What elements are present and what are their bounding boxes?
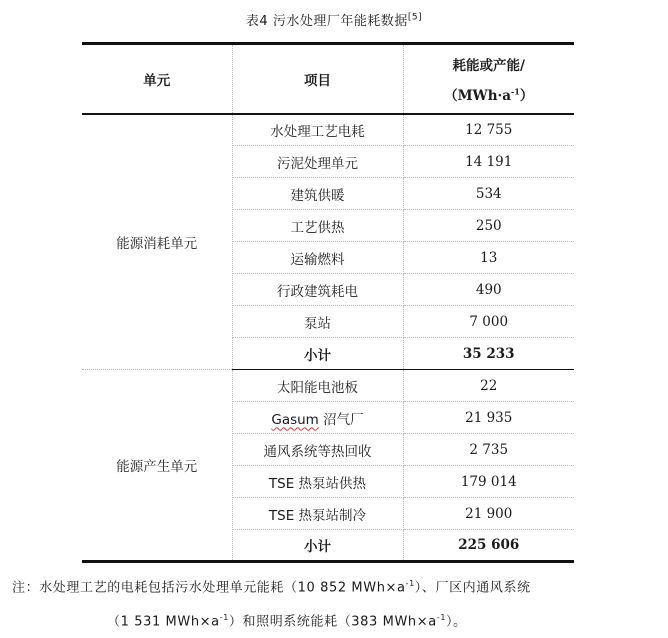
row-value: 179 014: [403, 466, 574, 498]
subtotal-value: 225 606: [403, 530, 574, 562]
note-exponent: -1: [405, 579, 415, 588]
row-item: 建筑供暖: [232, 178, 403, 210]
table-row: [82, 114, 574, 146]
header-unit: 单元: [82, 44, 232, 114]
row-value: 22: [403, 370, 574, 402]
caption-text: 表4 污水处理厂年能耗数据: [245, 14, 408, 29]
table-note: [12, 569, 660, 638]
row-item: 太阳能电池板: [232, 370, 403, 402]
header-value-label: 耗能或产能/: [452, 57, 525, 74]
header-value: [403, 44, 574, 114]
unit-prefix: （MWh·a: [444, 87, 511, 104]
row-item: [232, 402, 403, 434]
row-value: 250: [403, 210, 574, 242]
row-item: 污泥处理单元: [232, 146, 403, 178]
unit-suffix: ）: [519, 87, 534, 104]
row-value: 13: [403, 242, 574, 274]
unit-exponent: -1: [510, 86, 520, 97]
row-item: 泵站: [232, 306, 403, 338]
row-item: TSE 热泵站供热: [232, 466, 403, 498]
row-item: 工艺供热: [232, 210, 403, 242]
gasum-name: Gasum: [271, 411, 319, 428]
row-value: 534: [403, 178, 574, 210]
row-item: 水处理工艺电耗: [232, 114, 403, 146]
row-item: 运输燃料: [232, 242, 403, 274]
header-row: [82, 44, 574, 114]
caption-reference: [5]: [407, 12, 423, 23]
note-part: （1 531 MWh×a: [107, 614, 220, 630]
energy-table: [82, 42, 574, 563]
row-value: 490: [403, 274, 574, 306]
row-value: 14 191: [403, 146, 574, 178]
subtotal-value: 35 233: [403, 338, 574, 370]
note-line-2: [12, 603, 660, 637]
row-value: 7 000: [403, 306, 574, 338]
row-value: 21 900: [403, 498, 574, 530]
row-value: 12 755: [403, 114, 574, 146]
subtotal-label: 小计: [232, 338, 403, 370]
table-caption: [0, 10, 668, 29]
table-row: [82, 370, 574, 402]
gasum-suffix: 沼气厂: [318, 411, 364, 428]
note-part: 注：水处理工艺的电耗包括污水处理单元能耗（10 852 MWh×a: [12, 580, 406, 596]
group-label-production: 能源产生单元: [82, 370, 232, 562]
note-exponent: -1: [436, 613, 447, 623]
row-item: 行政建筑耗电: [232, 274, 403, 306]
row-item: TSE 热泵站制冷: [232, 498, 403, 530]
row-item: 通风系统等热回收: [232, 434, 403, 466]
row-value: 2 735: [403, 434, 574, 466]
subtotal-label: 小计: [232, 530, 403, 562]
row-value: 21 935: [403, 402, 574, 434]
note-exponent: -1: [219, 613, 229, 623]
note-part: ）、厂区内通风系统: [414, 580, 531, 596]
header-item: 项目: [232, 44, 403, 114]
note-part: ）和照明系统能耗（383 MWh×a: [228, 614, 437, 630]
group-label-consumption: 能源消耗单元: [82, 114, 232, 370]
note-part: ）。: [446, 614, 467, 630]
header-value-unit: [404, 84, 575, 104]
